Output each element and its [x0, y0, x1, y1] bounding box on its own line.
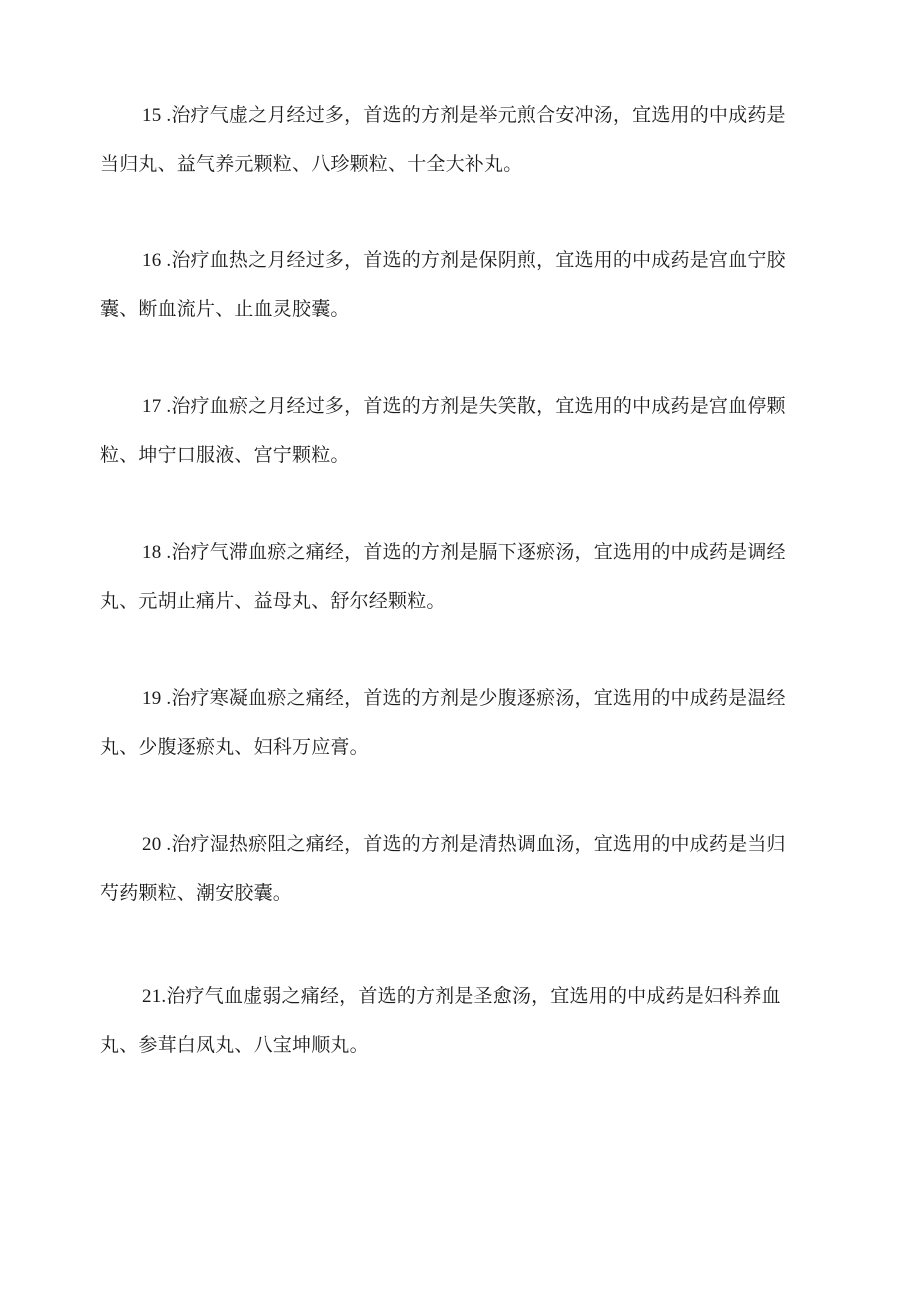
list-item-16 [100, 236, 824, 333]
list-item-15 [100, 91, 824, 188]
item-text-line-2: 丸、少腹逐瘀丸、妇科万应膏。 [100, 736, 369, 758]
item-number: 20 [142, 834, 162, 855]
item-line-1 [100, 972, 824, 1021]
list-item-20 [100, 820, 824, 917]
list-item-18 [100, 528, 824, 625]
item-number: 18 [142, 542, 162, 563]
item-line-1 [100, 382, 824, 431]
item-line-1 [100, 820, 824, 869]
item-text-line-2: 丸、参茸白凤丸、八宝坤顺丸。 [100, 1034, 369, 1056]
item-text-line-1: 治疗湿热瘀阻之痛经，首选的方剂是清热调血汤，宜选用的中成药是当归 [171, 833, 786, 855]
item-number: 19 [142, 688, 162, 709]
item-text-line-1: 治疗气虚之月经过多，首选的方剂是举元煎合安冲汤，宜选用的中成药是 [171, 104, 786, 126]
item-text-line-2: 当归丸、益气养元颗粒、八珍颗粒、十全大补丸。 [100, 153, 523, 175]
item-line-1 [100, 91, 824, 140]
list-item-21 [100, 972, 824, 1069]
item-line-1 [100, 236, 824, 285]
item-separator: . [161, 396, 172, 417]
item-separator: . [161, 688, 172, 709]
item-separator: . [161, 986, 167, 1007]
item-separator: . [161, 250, 172, 271]
item-separator: . [161, 542, 172, 563]
item-line-1 [100, 528, 824, 577]
item-separator: . [161, 105, 172, 126]
item-text-line-2: 芍药颗粒、潮安胶囊。 [100, 882, 293, 904]
item-text-line-1: 治疗气滞血瘀之痛经，首选的方剂是膈下逐瘀汤，宜选用的中成药是调经 [171, 541, 786, 563]
item-text-line-2: 丸、元胡止痛片、益母丸、舒尔经颗粒。 [100, 590, 446, 612]
item-line-1 [100, 674, 824, 723]
item-text-line-2: 粒、坤宁口服液、宫宁颗粒。 [100, 444, 350, 466]
item-separator: . [161, 834, 172, 855]
item-text-line-2: 囊、断血流片、止血灵胶囊。 [100, 298, 350, 320]
item-text-line-1: 治疗气血虚弱之痛经，首选的方剂是圣愈汤，宜选用的中成药是妇科养血 [166, 985, 781, 1007]
item-number: 17 [142, 396, 162, 417]
item-number: 15 [142, 105, 162, 126]
list-item-19 [100, 674, 824, 771]
item-text-line-1: 治疗寒凝血瘀之痛经，首选的方剂是少腹逐瘀汤，宜选用的中成药是温经 [171, 687, 786, 709]
item-number: 21 [142, 986, 162, 1007]
item-number: 16 [142, 250, 162, 271]
item-text-line-1: 治疗血瘀之月经过多，首选的方剂是失笑散，宜选用的中成药是宫血停颗 [171, 395, 786, 417]
item-text-line-1: 治疗血热之月经过多，首选的方剂是保阴煎，宜选用的中成药是宫血宁胶 [171, 249, 786, 271]
list-item-17 [100, 382, 824, 479]
